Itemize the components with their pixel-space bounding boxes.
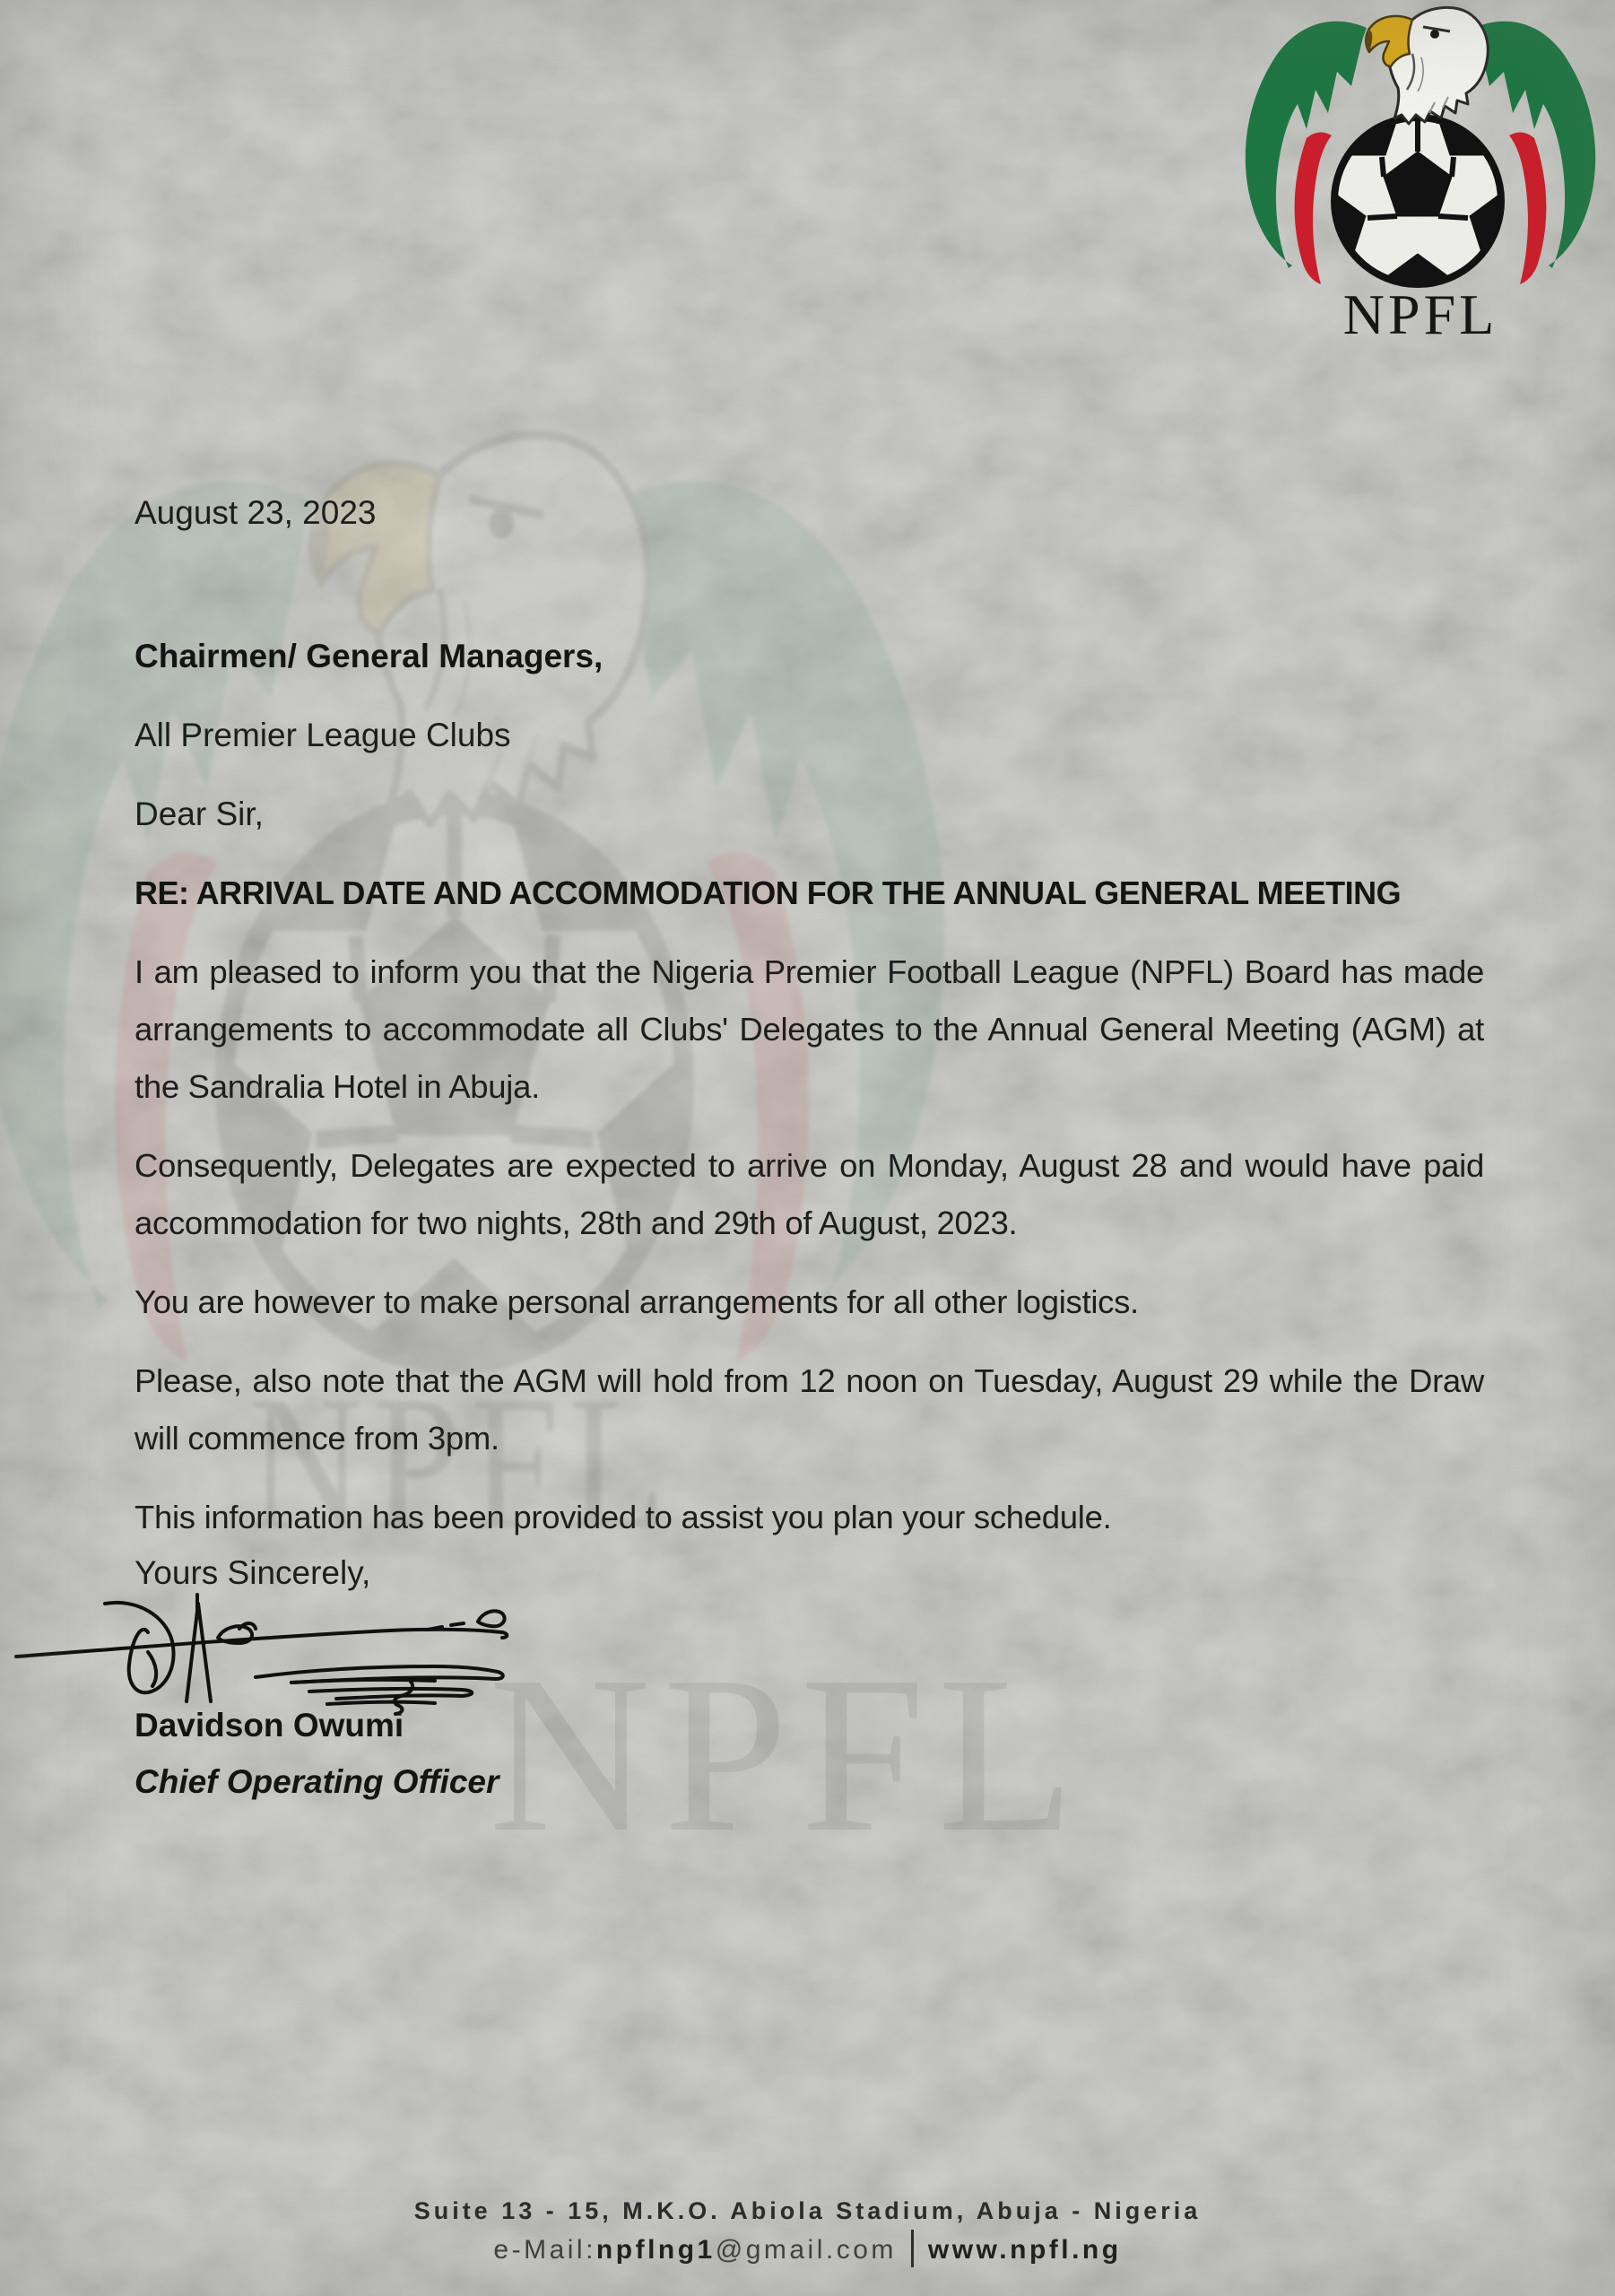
body-paragraph-1: I am pleased to inform you that the Nigeria Premier Football League (NPFL) Board has made arrangements to accommodate all Clubs' Delegates to the Annual General Meeting (AGM) at the Sandralia Hotel in Abuja. — [135, 953, 1484, 1105]
right-red-stripe — [1509, 132, 1546, 284]
body-paragraph-2: Consequently, Delegates are expected to arrive on Monday, August 28 and would have paid accommodation for two nights, 28th and 29th of August, 2023. — [135, 1147, 1484, 1241]
salutation: Dear Sir, — [135, 796, 264, 832]
letter-footer — [0, 2196, 1615, 2270]
logo-wordmark: NPFL — [1342, 283, 1498, 346]
footer-email-label: e-Mail: — [493, 2235, 596, 2265]
recipient-organization: All Premier League Clubs — [135, 717, 511, 753]
recipient-title: Chairmen/ General Managers, — [135, 638, 603, 674]
footer-separator-bar — [911, 2230, 914, 2267]
footer-email-user: npflng1 — [595, 2235, 716, 2265]
body-paragraph-4: Please, also note that the AGM will hold from 12 noon on Tuesday, August 29 while the Draw will commence from 3pm. — [135, 1362, 1484, 1457]
npfl-text-watermark: NPFL — [489, 1631, 1088, 1879]
eagle-eye — [1430, 30, 1439, 39]
closing-salutation: Yours Sincerely, — [135, 1554, 371, 1591]
letter-date: August 23, 2023 — [135, 494, 377, 531]
body-paragraph-5: This information has been provided to assist you plan your schedule. — [135, 1499, 1112, 1535]
footer-contact-line — [0, 2230, 1615, 2270]
soccer-ball-icon — [1305, 97, 1531, 312]
subject-line: RE: ARRIVAL DATE AND ACCOMMODATION FOR THE ANNUAL GENERAL MEETING — [135, 874, 1402, 911]
footer-email-domain: @gmail.com — [715, 2235, 897, 2265]
signatory-name: Davidson Owumi — [135, 1707, 404, 1744]
footer-website: www.npfl.ng — [927, 2235, 1122, 2265]
left-red-stripe — [1295, 132, 1332, 284]
letter-content — [135, 484, 1484, 1800]
body-paragraph-3: You are however to make personal arrangements for all other logistics. — [135, 1283, 1139, 1320]
eagle-head-icon — [1366, 7, 1488, 124]
footer-address: Suite 13 - 15, M.K.O. Abiola Stadium, Abuja - Nigeria — [413, 2197, 1202, 2224]
npfl-logo — [1237, 4, 1604, 346]
signatory-title: Chief Operating Officer — [135, 1763, 499, 1800]
